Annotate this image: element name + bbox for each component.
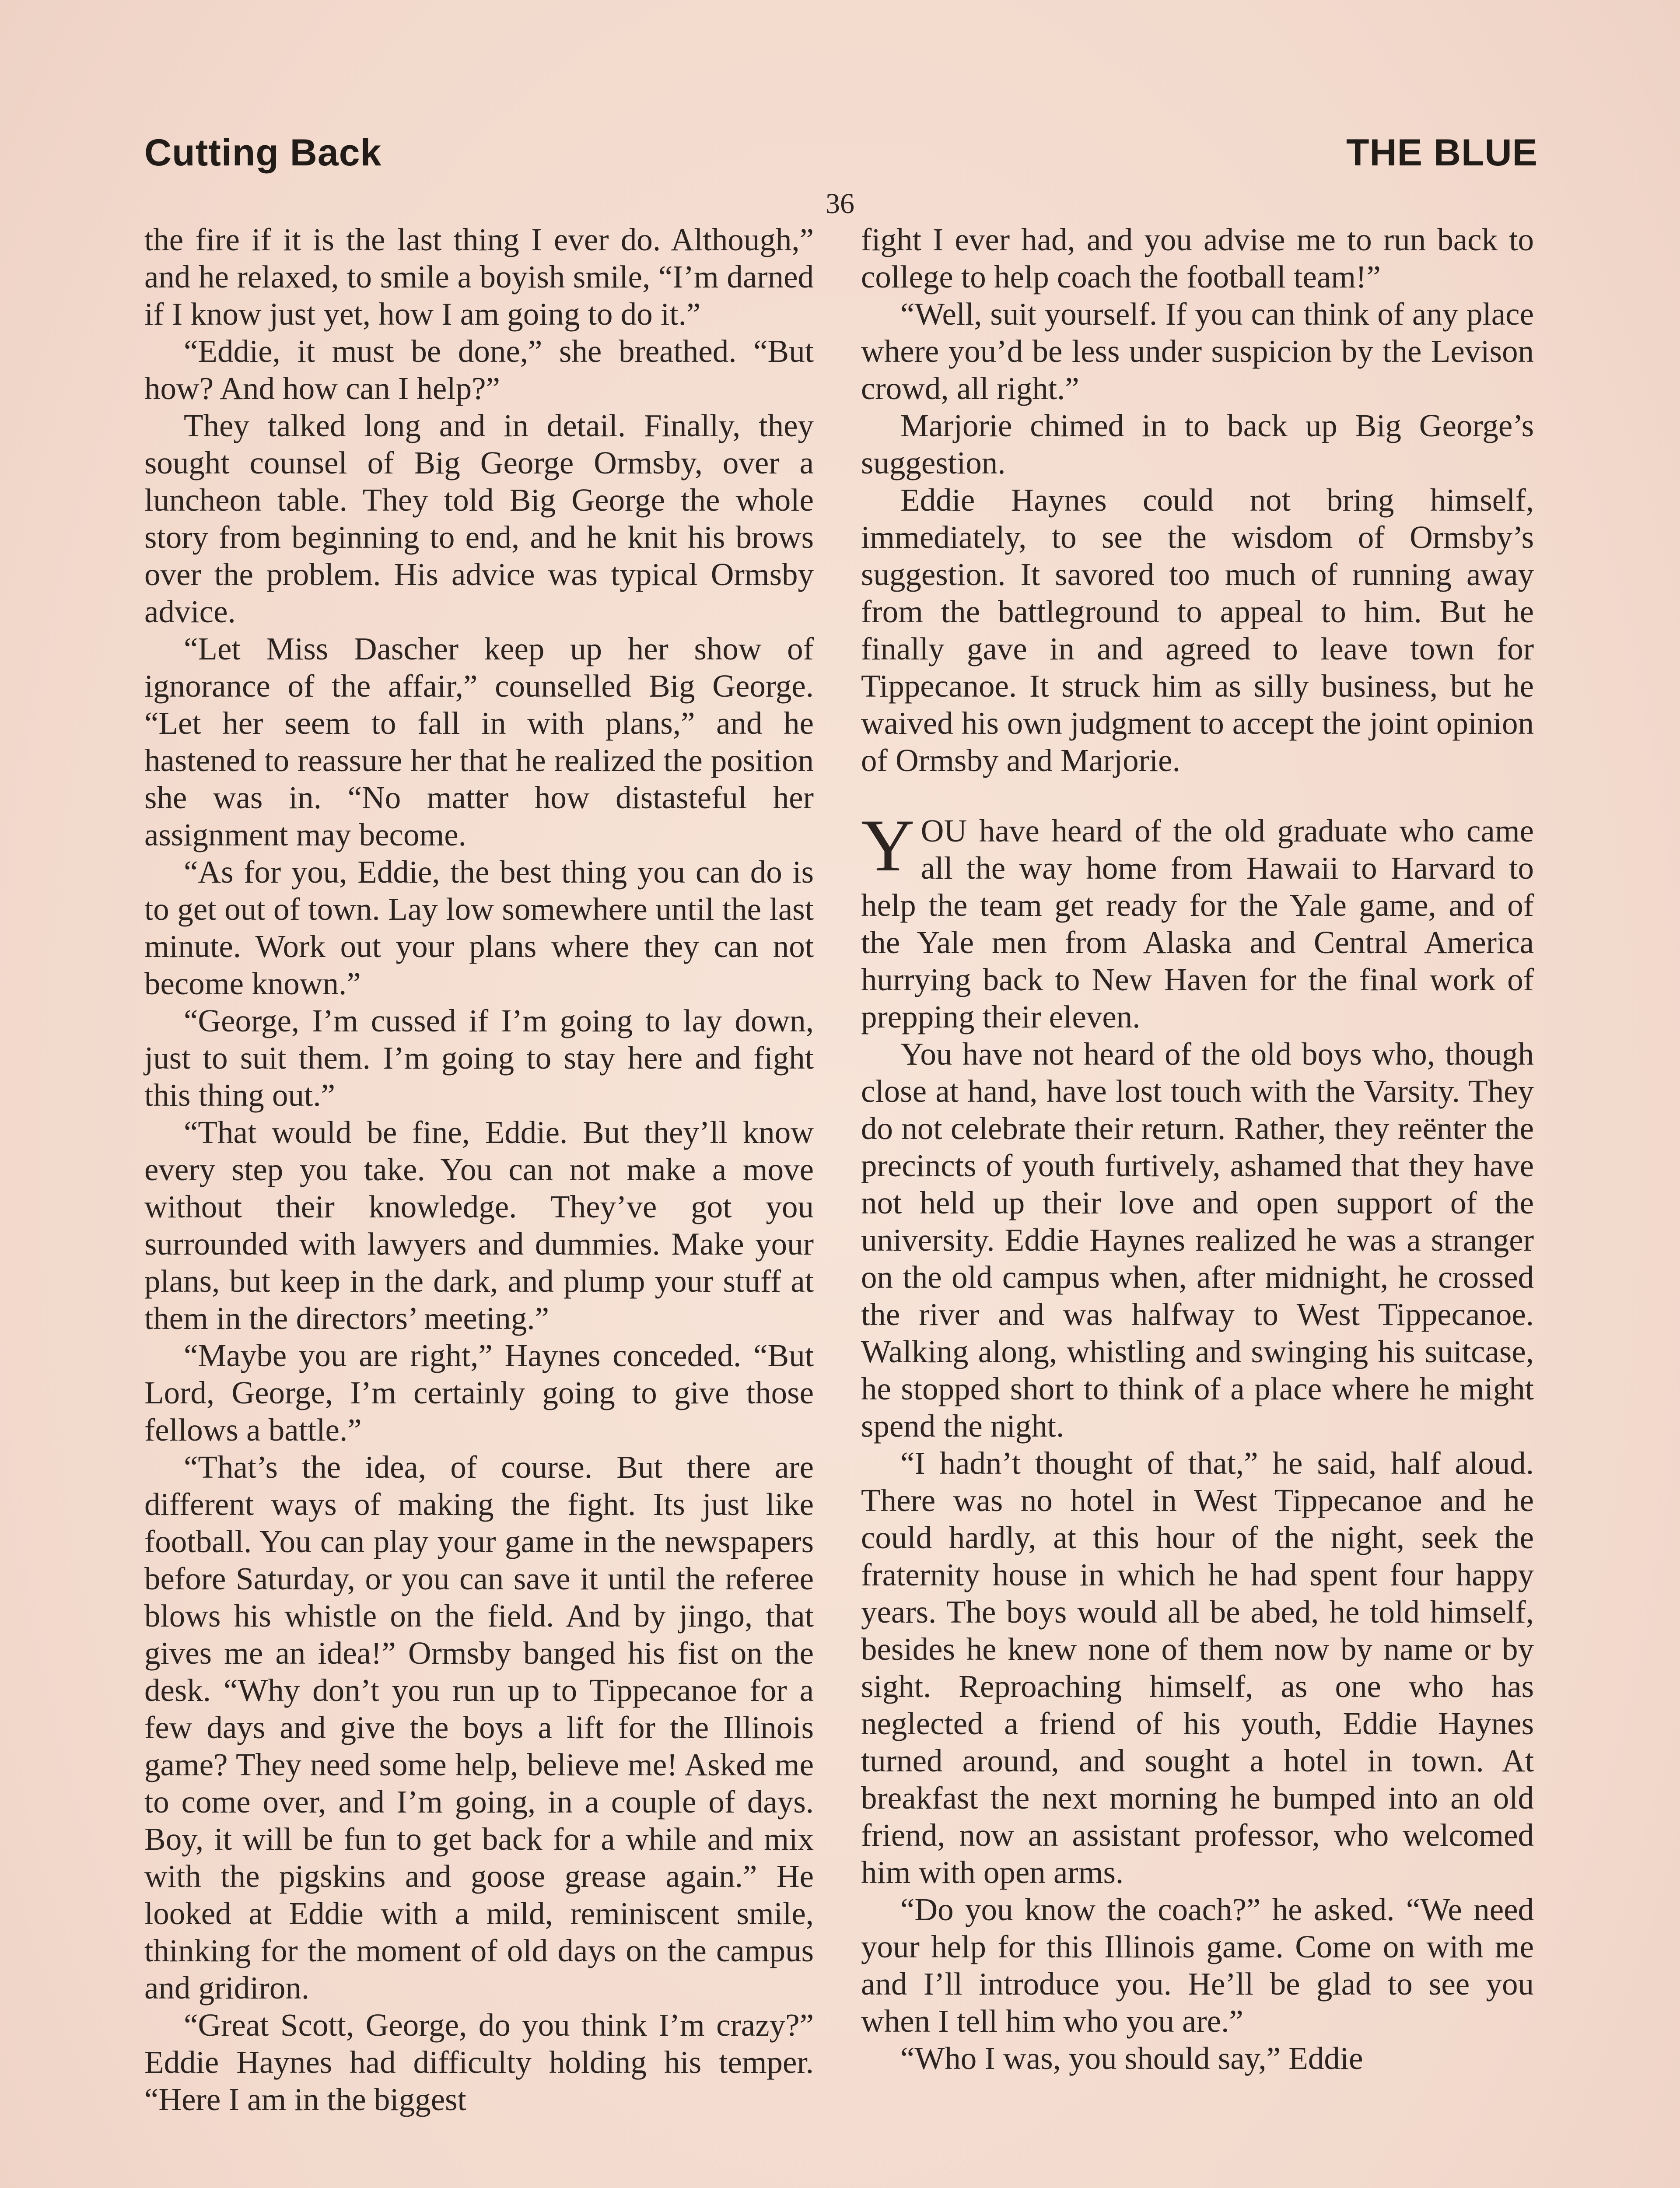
page-number: 36 [826,188,854,220]
paragraph: “That’s the idea, of course. But there are different ways of making the fight. Its just like football. You can play your game in the newspapers before Saturday, or you can save it until the referee blows his whistle on the field. And by jingo, that gives me an idea!” Ormsby banged his fist on the desk. “Why don’t you run up to Tippecanoe for a few days and give the boys a lift for the Illinois game? They need some help, believe me! Asked me to come over, and I’m going, in a couple of days. Boy, it will be fun to get back for a while and mix with the pigskins and goose grease again.” He looked at Eddie with a mild, reminiscent smile, thinking for the moment of old days on the campus and gridiron. [144,1449,814,2006]
story-title-header: Cutting Back [144,132,382,174]
paragraph: “Great Scott, George, do you think I’m crazy?” Eddie Haynes had difficulty holding his temper. “Here I am in the biggest [144,2007,814,2117]
paragraph: “That would be fine, Eddie. But they’ll know every step you take. You can not make a move without their knowledge. They’ve got you surrounded with lawyers and dummies. Make your plans, but keep in the dark, and plump your stuff at them in the directors’ meeting.” [144,1115,814,1336]
paragraph: “Do you know the coach?” he asked. “We need your help for this Illinois game. Come on with me and I’ll introduce you. He’ll be glad to see you when I tell him who you are.” [861,1892,1534,2039]
section-opening-paragraph [861,804,1534,1035]
paragraph: “George, I’m cussed if I’m going to lay down, just to suit them. I’m going to stay here and fight this thing out.” [144,1003,814,1113]
paragraph: “Let Miss Dascher keep up her show of ignorance of the affair,” counselled Big George. “Let her seem to fall in with plans,” and he hastened to reassure her that he realized the position she was in. “No matter how distasteful her assignment may become. [144,631,814,852]
paragraph: “Who I was, you should say,” Eddie [900,2041,1363,2076]
paragraph: “Well, suit yourself. If you can think of any place where you’d be less under suspicion by the Levison crowd, all right.” [861,296,1534,406]
section-opening-text: OU have heard of the old graduate who came all the way home from Hawaii to Harvard to help the team get ready for the Yale game, and of the Yale men from Alaska and Central America hurrying back to New Haven for the final work of prepping their eleven. [861,813,1534,1034]
paragraph: “As for you, Eddie, the best thing you can do is to get out of town. Lay low somewhere until the last minute. Work out your plans where they can not become known.” [144,854,814,1001]
paragraph: Eddie Haynes could not bring himself, immediately, to see the wisdom of Ormsby’s suggestion. It savored too much of running away from the battleground to appeal to him. But he finally gave in and agreed to leave town for Tippecanoe. It struck him as silly business, but he waived his own judgment to accept the joint opinion of Ormsby and Marjorie. [861,482,1534,778]
left-text-column [144,221,814,2118]
paragraph: You have not heard of the old boys who, though close at hand, have lost touch with the Varsity. They do not celebrate their return. Rather, they reënter the precincts of youth furtively, ashamed that they have not held up their love and open support of the university. Eddie Haynes realized he was a stranger on the old campus when, after midnight, he crossed the river and was halfway to West Tippecanoe. Walking along, whistling and swinging his suitcase, he stopped short to think of a place where he might spend the night. [861,1036,1534,1444]
paragraph: fight I ever had, and you advise me to run back to college to help coach the football team!” [861,222,1534,295]
paragraph: They talked long and in detail. Finally, they sought counsel of Big George Ormsby, over a luncheon table. They told Big George the whole story from beginning to end, and he knit his brows over the problem. His advice was typical Ormsby advice. [144,408,814,629]
magazine-title-header: THE BLUE [1346,132,1538,174]
drop-cap: Y [861,804,915,887]
paragraph: “Eddie, it must be done,” she breathed. “But how? And how can I help?” [144,333,814,406]
right-text-column [861,221,1534,2077]
paragraph: Marjorie chimed in to back up Big George’s suggestion. [861,408,1534,480]
paragraph: “I hadn’t thought of that,” he said, half aloud. There was no hotel in West Tippecanoe and he could hardly, at this hour of the night, seek the fraternity house in which he had spent four happy years. The boys would all be abed, he told himself, besides he knew none of them now by name or by sight. Reproaching himself, as one who has neglected a friend of his youth, Eddie Haynes turned around, and sought a hotel in town. At breakfast the next morning he bumped into an old friend, now an assistant professor, who welcomed him with open arms. [861,1445,1534,1890]
paragraph: “Maybe you are right,” Haynes conceded. “But Lord, George, I’m certainly going to give those fellows a battle.” [144,1338,814,1448]
paragraph: the fire if it is the last thing I ever do. Although,” and he relaxed, to smile a boyish smile, “I’m darned if I know just yet, how I am going to do it.” [144,222,814,332]
